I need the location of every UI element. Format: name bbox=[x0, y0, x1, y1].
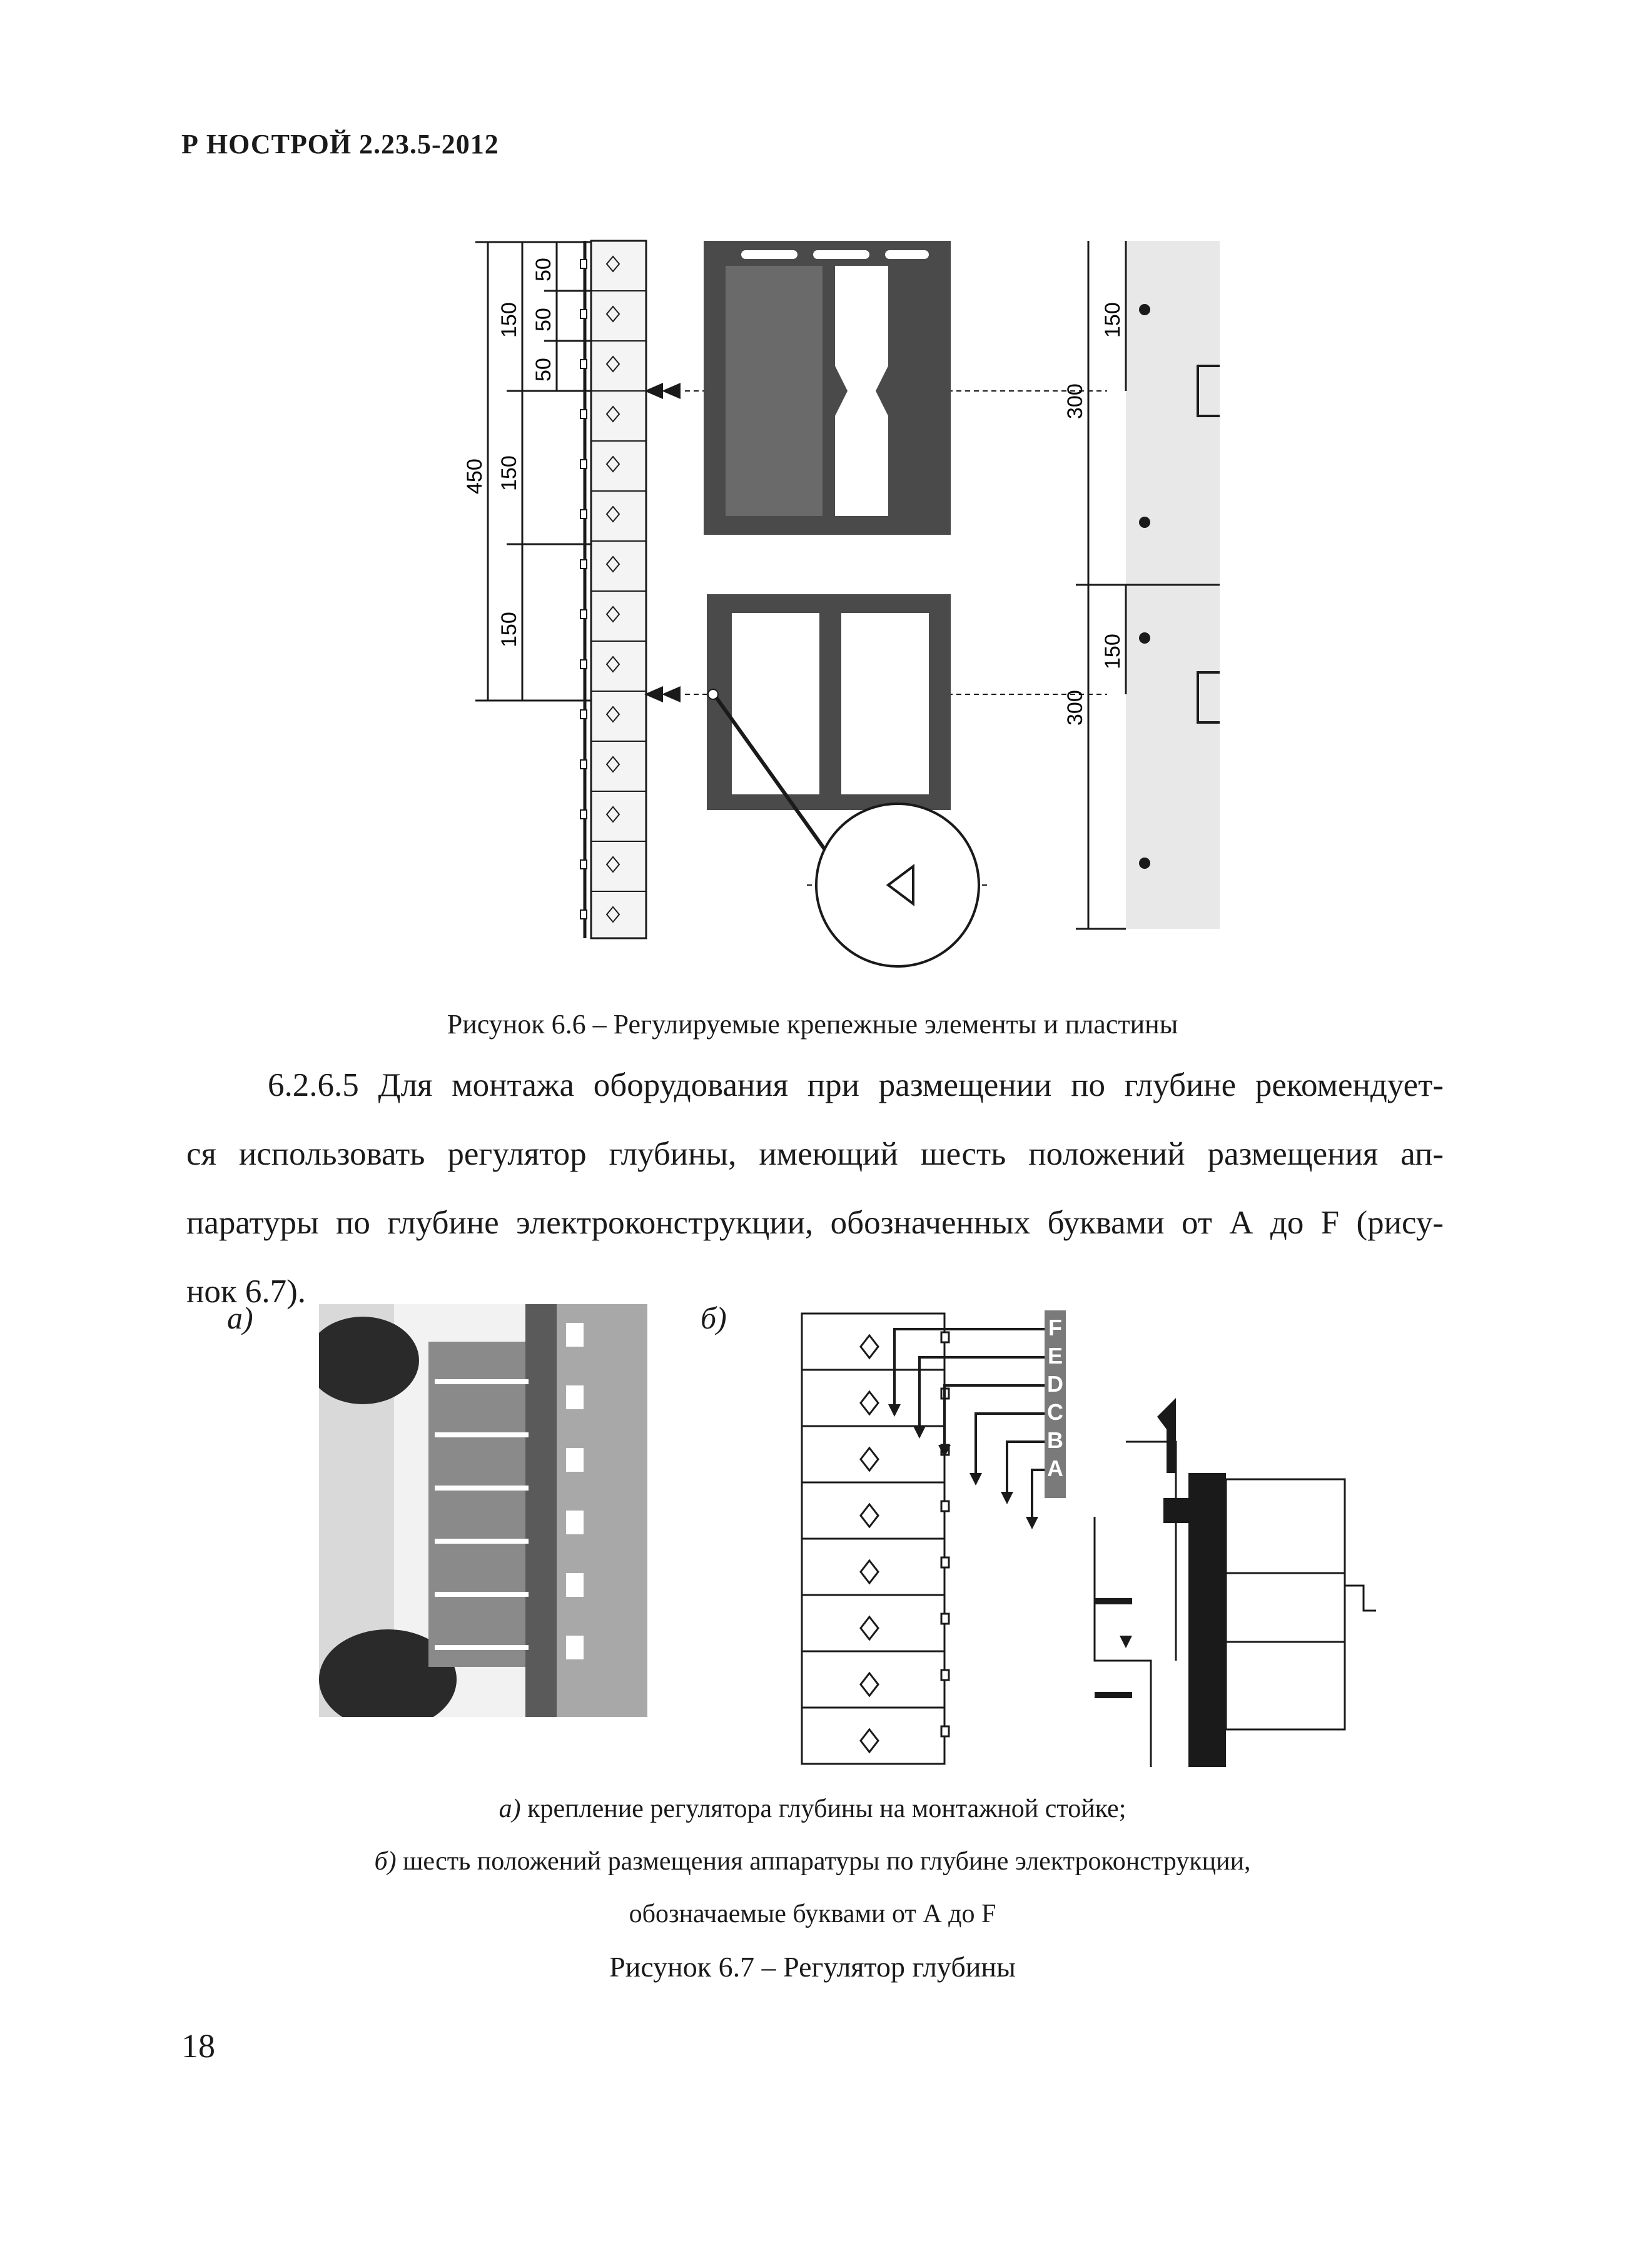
paragraph-line-1: 6.2.6.5 Для монтажа оборудования при размещении по глубине рекомендует- bbox=[268, 1067, 1444, 1103]
position-letter-d: D bbox=[1047, 1371, 1063, 1397]
figure-6-7-label-a: а) bbox=[227, 1300, 253, 1335]
dim-150-bot-label: 150 bbox=[497, 612, 521, 647]
figure-6-7b-diagram bbox=[801, 1310, 1376, 1767]
dim-150-mid-label: 150 bbox=[497, 455, 521, 491]
figure-6-6-caption: Рисунок 6.6 – Регулируемые крепежные элементы и пластины bbox=[447, 1009, 1178, 1040]
right-dimension-lines bbox=[1076, 241, 1126, 929]
position-letter-c: C bbox=[1047, 1399, 1063, 1425]
paragraph-line-3: паратуры по глубине электроконструкции, обозначенных буквами от А до F (рису- bbox=[186, 1205, 1444, 1241]
detail-magnifier bbox=[816, 804, 979, 966]
paragraph-line-4: нок 6.7). bbox=[186, 1273, 306, 1310]
caption-b-text: шесть положений размещения аппаратуры по глубине электроконструкции, bbox=[396, 1847, 1251, 1876]
mounting-rail bbox=[580, 241, 646, 938]
figure-6-7-label-b: б) bbox=[701, 1300, 727, 1335]
position-letter-a: A bbox=[1047, 1455, 1063, 1481]
position-letter-b: B bbox=[1047, 1427, 1063, 1453]
document-header: Р НОСТРОЙ 2.23.5-2012 bbox=[181, 129, 499, 159]
device-outline bbox=[1095, 1442, 1376, 1767]
arrow-markers bbox=[644, 383, 681, 702]
rail-diagram bbox=[802, 1314, 949, 1764]
dim-50-b-label: 50 bbox=[532, 308, 555, 332]
dim-50-a-label: 50 bbox=[532, 258, 555, 281]
mounting-plate-top bbox=[704, 241, 951, 535]
dim-150-right-bot-label: 150 bbox=[1101, 634, 1125, 669]
figure-6-6-drawing bbox=[438, 231, 1220, 1007]
figure-6-7-caption-a bbox=[0, 1794, 1625, 1824]
device-block bbox=[1095, 1398, 1226, 1767]
position-letter-f: F bbox=[1048, 1315, 1062, 1340]
dim-300-bot-label: 300 bbox=[1063, 690, 1087, 726]
dim-450-label: 450 bbox=[463, 458, 487, 494]
dim-300-top-label: 300 bbox=[1063, 383, 1087, 419]
side-panel bbox=[1126, 241, 1220, 929]
caption-a-text: крепление регулятора глубины на монтажной стойке; bbox=[520, 1795, 1126, 1823]
figure-6-7-caption: Рисунок 6.7 – Регулятор глубины bbox=[609, 1951, 1016, 1983]
dim-150-right-top-label: 150 bbox=[1101, 302, 1125, 338]
figure-6-7-caption-b bbox=[0, 1846, 1625, 1876]
figure-6-7-caption-b-cont: обозначаемые буквами от А до F bbox=[629, 1900, 996, 1928]
caption-b-label: б) bbox=[374, 1847, 397, 1876]
paragraph-line-2: ся использовать регулятор глубины, имеющий шесть положений размещения ап- bbox=[186, 1136, 1444, 1172]
dim-150-top-label: 150 bbox=[497, 302, 521, 338]
caption-a-label: а) bbox=[499, 1795, 521, 1823]
page-number: 18 bbox=[181, 2027, 215, 2065]
figure-6-7a-photo bbox=[319, 1304, 647, 1717]
position-letter-e: E bbox=[1047, 1343, 1063, 1369]
dim-50-c-label: 50 bbox=[532, 358, 555, 382]
